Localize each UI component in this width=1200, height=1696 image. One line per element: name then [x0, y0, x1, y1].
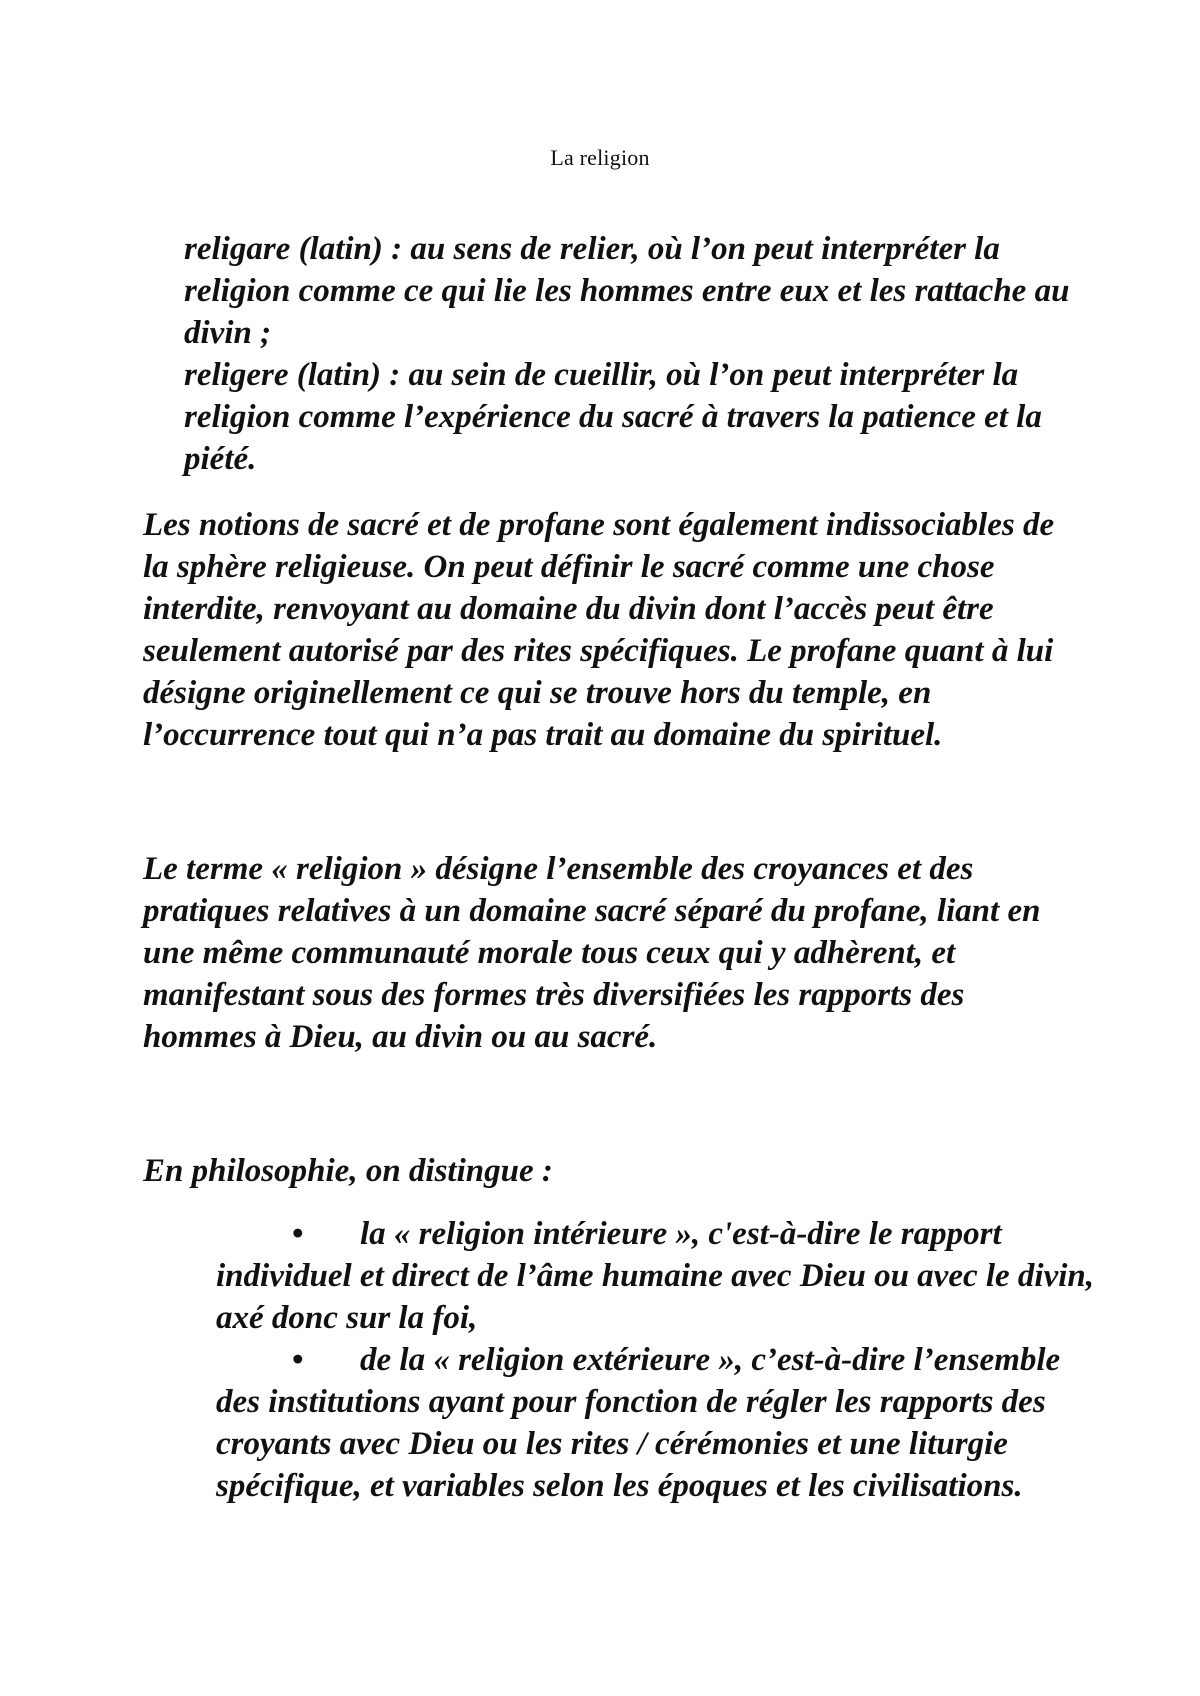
- distinction-list: [216, 1213, 1096, 1507]
- list-item-religion-exterieure: [216, 1339, 1096, 1507]
- paragraph-philosophie-intro: En philosophie, on distingue :: [143, 1153, 553, 1189]
- etymology-religare: religare (latin) : au sens de relier, où l’on peut interpréter la religion comme ce qui lie les hommes entre eux et les rattache au divin ;: [184, 231, 1070, 351]
- list-item-text: la « religion intérieure », c'est-à-dire le rapport individuel et direct de l’âme humaine avec Dieu ou avec le divin, axé donc sur la foi,: [216, 1216, 1095, 1336]
- paragraph-definition-religion: Le terme « religion » désigne l’ensemble des croyances et des pratiques relatives à un domaine sacré séparé du profane, liant en une même communauté morale tous ceux qui y adhèrent, et manifestant sous des formes très diversifiées les rapports des hommes à Dieu, au divin ou au sacré.: [143, 851, 1041, 1055]
- list-item-text: de la « religion extérieure », c’est-à-dire l’ensemble des institutions ayant pour fonction de régler les rapports des croyants avec Dieu ou les rites / cérémonies et une liturgie spécifique, et variables selon les époques et les civilisations.: [216, 1342, 1061, 1504]
- list-item-religion-interieure: [216, 1213, 1096, 1339]
- bullet-icon: •: [292, 1342, 304, 1378]
- bullet-icon: •: [292, 1216, 304, 1252]
- etymology-religere: religere (latin) : au sein de cueillir, où l’on peut interpréter la religion comme l’expérience du sacré à travers la patience et la piété.: [184, 357, 1042, 477]
- page-title: La religion: [550, 145, 650, 170]
- paragraph-sacre-profane: Les notions de sacré et de profane sont également indissociables de la sphère religieuse. On peut définir le sacré comme une chose interdite, renvoyant au domaine du divin dont l’accès peut être seulement autorisé par des rites spécifiques. Le profane quant à lui désigne originellement ce qui se trouve hors du temple, en l’occurrence tout qui n’a pas trait au domaine du spirituel.: [143, 507, 1055, 753]
- etymology-block: [184, 228, 1084, 480]
